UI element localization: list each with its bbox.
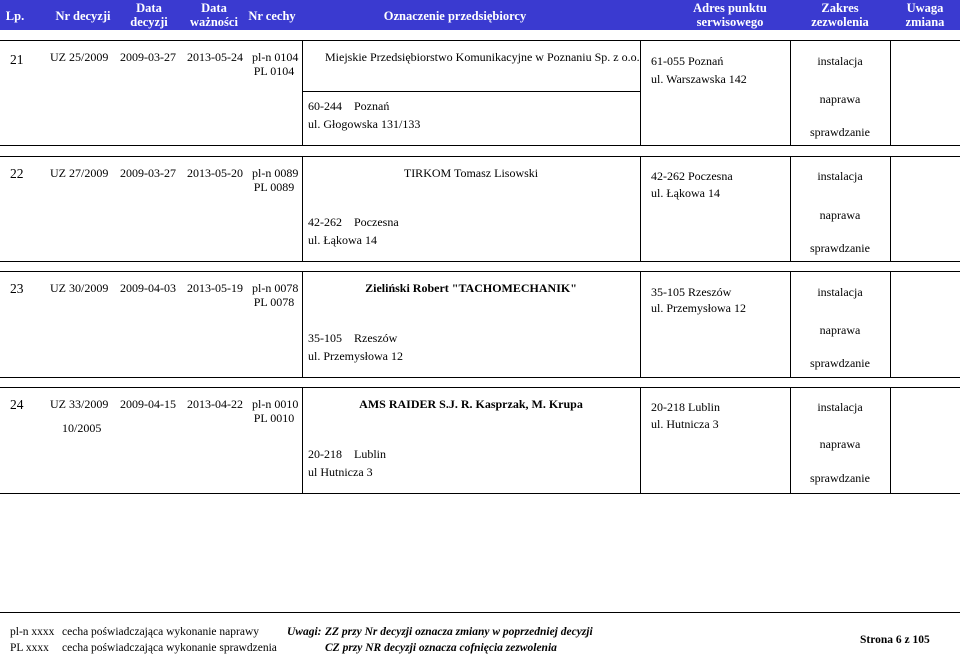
record-zakres-sprawdzanie: sprawdzanie bbox=[810, 241, 870, 255]
record-zakres-sprawdzanie: sprawdzanie bbox=[810, 125, 870, 139]
record-data-decyzji: 2009-04-03 bbox=[120, 281, 176, 295]
header-data-decyzji-2: decyzji bbox=[130, 15, 168, 29]
record-cecha-sprawdzenia: PL 0078 bbox=[253, 295, 295, 309]
record-punkt-adres-2: ul. Łąkowa 14 bbox=[651, 186, 720, 200]
table-header bbox=[0, 0, 960, 30]
record-21 bbox=[0, 40, 960, 146]
record-lp: 24 bbox=[10, 397, 24, 412]
page-number: Strona 6 z 105 bbox=[860, 634, 930, 646]
record-zakres-instalacja: instalacja bbox=[817, 285, 863, 299]
record-lp: 21 bbox=[10, 52, 24, 67]
divider bbox=[640, 272, 641, 377]
record-zakres-sprawdzanie: sprawdzanie bbox=[810, 356, 870, 370]
divider bbox=[640, 41, 641, 145]
record-cecha-naprawy: pl-n 0089 bbox=[252, 166, 299, 180]
uwagi-label: Uwagi: bbox=[287, 626, 322, 638]
legend-code-sprawdzenia: PL xxxx bbox=[10, 642, 49, 654]
record-punkt-adres-1: 35-105 Rzeszów bbox=[651, 285, 732, 299]
legend-desc-sprawdzenia: cecha poświadczająca wykonanie sprawdzenia bbox=[62, 642, 277, 654]
record-firma-adres-1: 35-105 Rzeszów bbox=[308, 331, 398, 345]
record-firma-adres-2: ul. Łąkowa 14 bbox=[308, 233, 377, 247]
divider bbox=[640, 157, 641, 261]
record-nazwa: AMS RAIDER S.J. R. Kasprzak, M. Krupa bbox=[359, 397, 583, 411]
record-zakres-naprawa: naprawa bbox=[819, 437, 861, 451]
record-24 bbox=[0, 387, 960, 494]
record-firma-adres-2: ul. Przemysłowa 12 bbox=[308, 349, 403, 363]
record-punkt-adres-1: 20-218 Lublin bbox=[651, 400, 720, 414]
header-zakres-1: Zakres bbox=[821, 1, 859, 15]
header-uwaga-1: Uwaga bbox=[906, 1, 944, 15]
header-data-waznosci-1: Data bbox=[201, 1, 227, 15]
record-22 bbox=[0, 156, 960, 262]
record-punkt-adres-1: 61-055 Poznań bbox=[651, 54, 724, 68]
record-cecha-sprawdzenia: PL 0089 bbox=[253, 180, 295, 194]
divider bbox=[302, 41, 303, 145]
record-data-decyzji: 2009-03-27 bbox=[120, 166, 176, 180]
record-zakres-naprawa: naprawa bbox=[819, 92, 861, 106]
header-lp: Lp. bbox=[5, 9, 25, 23]
record-zakres-instalacja: instalacja bbox=[817, 54, 863, 68]
record-cecha-naprawy: pl-n 0078 bbox=[252, 281, 299, 295]
header-zakres-2: zezwolenia bbox=[811, 15, 869, 29]
header-data-waznosci-2: ważności bbox=[190, 15, 238, 29]
legend-code-naprawy: pl-n xxxx bbox=[10, 626, 55, 638]
record-zakres-naprawa: naprawa bbox=[819, 208, 861, 222]
record-nazwa: Miejskie Przedsiębiorstwo Komunikacyjne w Poznaniu Sp. z o.o. bbox=[325, 50, 640, 64]
record-nazwa: TIRKOM Tomasz Lisowski bbox=[403, 166, 539, 180]
divider bbox=[302, 91, 640, 92]
page-footer bbox=[0, 612, 960, 655]
record-data-decyzji: 2009-03-27 bbox=[120, 50, 176, 64]
record-nazwa: Zieliński Robert "TACHOMECHANIK" bbox=[365, 281, 577, 295]
record-data-waznosci: 2013-05-20 bbox=[187, 166, 243, 180]
record-cecha-sprawdzenia: PL 0104 bbox=[253, 64, 295, 78]
header-data-decyzji-1: Data bbox=[136, 1, 162, 15]
record-data-decyzji: 2009-04-15 bbox=[120, 397, 176, 411]
record-lp: 22 bbox=[10, 166, 24, 181]
record-punkt-adres-2: ul. Warszawska 142 bbox=[651, 72, 747, 86]
record-cecha-naprawy: pl-n 0104 bbox=[252, 50, 299, 64]
record-cecha-sprawdzenia: PL 0010 bbox=[253, 411, 295, 425]
record-23 bbox=[0, 271, 960, 378]
divider bbox=[890, 157, 891, 261]
record-data-waznosci: 2013-04-22 bbox=[187, 397, 243, 411]
record-zakres-instalacja: instalacja bbox=[817, 169, 863, 183]
record-punkt-adres-2: ul. Hutnicza 3 bbox=[651, 417, 719, 431]
header-uwaga-2: zmiana bbox=[905, 15, 945, 29]
record-data-waznosci: 2013-05-24 bbox=[187, 50, 243, 64]
record-nr-decyzji: UZ 33/2009 bbox=[50, 397, 109, 411]
header-nr-cechy: Nr cechy bbox=[248, 9, 296, 23]
record-cecha-naprawy: pl-n 0010 bbox=[252, 397, 299, 411]
record-zakres-sprawdzanie: sprawdzanie bbox=[810, 471, 870, 485]
record-nr-decyzji-extra: 10/2005 bbox=[62, 421, 102, 435]
uwagi-line-1: ZZ przy Nr decyzji oznacza zmiany w poprzedniej decyzji bbox=[325, 626, 593, 638]
record-nr-decyzji: UZ 25/2009 bbox=[50, 50, 109, 64]
record-nr-decyzji: UZ 27/2009 bbox=[50, 166, 109, 180]
record-punkt-adres-1: 42-262 Poczesna bbox=[651, 169, 733, 183]
legend-desc-naprawy: cecha poświadczająca wykonanie naprawy bbox=[62, 626, 259, 638]
record-punkt-adres-2: ul. Przemysłowa 12 bbox=[651, 301, 746, 315]
record-firma-adres-2: ul. Głogowska 131/133 bbox=[308, 117, 421, 131]
record-firma-adres-1: 20-218 Lublin bbox=[308, 447, 386, 461]
record-nr-decyzji: UZ 30/2009 bbox=[50, 281, 109, 295]
record-zakres-instalacja: instalacja bbox=[817, 400, 863, 414]
header-oznaczenie: Oznaczenie przedsiębiorcy bbox=[383, 9, 527, 23]
record-zakres-naprawa: naprawa bbox=[819, 323, 861, 337]
uwagi-line-2: CZ przy NR decyzji oznacza cofnięcia zezwolenia bbox=[325, 642, 557, 654]
record-lp: 23 bbox=[10, 281, 24, 296]
record-data-waznosci: 2013-05-19 bbox=[187, 281, 243, 295]
divider bbox=[890, 41, 891, 145]
header-adres-punktu-1: Adres punktu bbox=[693, 1, 767, 15]
divider bbox=[640, 388, 641, 493]
record-firma-adres-2: ul Hutnicza 3 bbox=[308, 465, 373, 479]
header-adres-punktu-2: serwisowego bbox=[696, 15, 764, 29]
record-firma-adres-1: 42-262 Poczesna bbox=[308, 215, 399, 229]
divider bbox=[890, 272, 891, 377]
record-firma-adres-1: 60-244 Poznań bbox=[308, 99, 390, 113]
divider bbox=[890, 388, 891, 493]
header-nr-decyzji: Nr decyzji bbox=[55, 9, 111, 23]
